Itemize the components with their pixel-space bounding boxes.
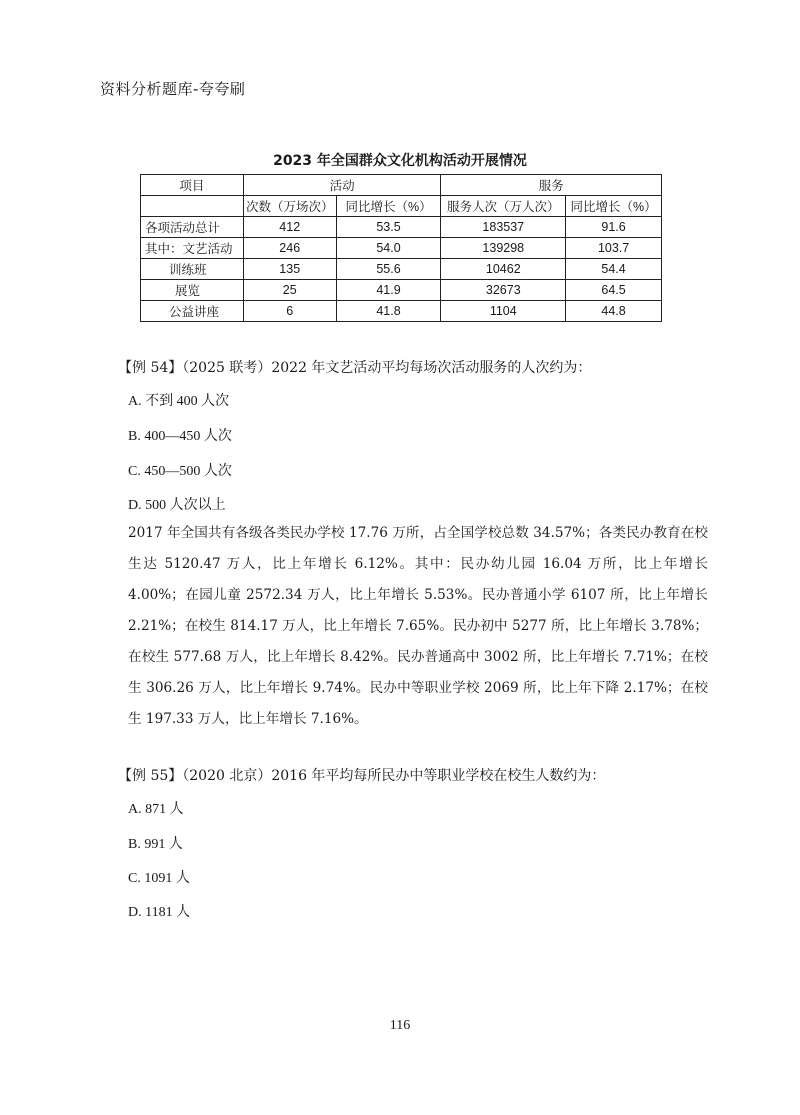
question-54-stem: 【例 54】（2025 联考）2022 年文艺活动平均每场次活动服务的人次约为： — [118, 360, 592, 376]
header-item: 项目 — [141, 175, 244, 196]
header-blank — [141, 196, 244, 217]
passage: 2017 年全国共有各级各类民办学校 17.76 万所，占全国学校总数 34.57%；各类民办教育在校生达 5120.47 万人，比上年增长 6.12%。其中：民办幼儿园 16.04 万所，比上年增长 4.00%；在园儿童 2572.34 万人，比上年增长 5.53%。民办普通小学 6107 所，比上年增长 2.21%；在校生 814.17 万人，比上年增长 7.65%。民办初中 5277 所，比上年增长 3.78%；在校生 577.68 万人，比上年增长 8.42%。民办普通高中 3002 所，比上年增长 7.71%；在校生 306.26 万人，比上年增长 9.74%。民办中等职业学校 2069 所，比上年下降 2.17%；在校生 197.33 万人，比上年增长 7.16%。 — [128, 525, 708, 727]
running-header: 资料分析题库-夸夸刷 — [100, 80, 246, 98]
cell: 1104 — [441, 301, 566, 322]
header-service: 服务 — [441, 175, 662, 196]
row-label: 各项活动总计 — [141, 217, 244, 238]
cell: 53.5 — [336, 217, 441, 238]
cell: 55.6 — [336, 259, 441, 280]
cell: 10462 — [441, 259, 566, 280]
cell: 32673 — [441, 280, 566, 301]
subheader-count: 次数（万场次） — [243, 196, 336, 217]
cell: 135 — [243, 259, 336, 280]
cell: 54.0 — [336, 238, 441, 259]
row-label: 公益讲座 — [141, 301, 244, 322]
subheader-visits: 服务人次（万人次） — [441, 196, 566, 217]
question-55-stem: 【例 55】（2020 北京）2016 年平均每所民办中等职业学校在校生人数约为： — [118, 768, 606, 784]
table-subheader-row — [141, 196, 662, 217]
table-row — [141, 217, 662, 238]
cell: 6 — [243, 301, 336, 322]
row-label: 展览 — [141, 280, 244, 301]
table-row — [141, 259, 662, 280]
header-activity: 活动 — [243, 175, 441, 196]
statistics-table — [140, 174, 662, 322]
cell: 44.8 — [566, 301, 662, 322]
row-label: 训练班 — [141, 259, 244, 280]
table-header-row — [141, 175, 662, 196]
subheader-growth: 同比增长（%） — [566, 196, 662, 217]
question-54-option-b[interactable]: B. 400—450 人次 — [128, 429, 232, 444]
cell: 54.4 — [566, 259, 662, 280]
cell: 183537 — [441, 217, 566, 238]
cell: 91.6 — [566, 217, 662, 238]
cell: 41.8 — [336, 301, 441, 322]
cell: 412 — [243, 217, 336, 238]
cell: 139298 — [441, 238, 566, 259]
question-55-option-b[interactable]: B. 991 人 — [128, 837, 183, 852]
cell: 64.5 — [566, 280, 662, 301]
question-55-option-a[interactable]: A. 871 人 — [128, 802, 184, 817]
page-number: 116 — [389, 1018, 411, 1033]
table-title: 2023 年全国群众文化机构活动开展情况 — [273, 153, 527, 169]
cell: 25 — [243, 280, 336, 301]
subheader-growth: 同比增长（%） — [336, 196, 441, 217]
cell: 103.7 — [566, 238, 662, 259]
question-55-option-d[interactable]: D. 1181 人 — [128, 905, 191, 920]
question-54-option-a[interactable]: A. 不到 400 人次 — [128, 394, 230, 409]
table-row — [141, 301, 662, 322]
table-row — [141, 280, 662, 301]
cell: 41.9 — [336, 280, 441, 301]
question-54-option-c[interactable]: C. 450—500 人次 — [128, 464, 232, 479]
cell: 246 — [243, 238, 336, 259]
table-row — [141, 238, 662, 259]
question-55-option-c[interactable]: C. 1091 人 — [128, 871, 190, 886]
question-54-option-d[interactable]: D. 500 人次以上 — [128, 498, 226, 513]
row-label: 其中：文艺活动 — [141, 238, 244, 259]
